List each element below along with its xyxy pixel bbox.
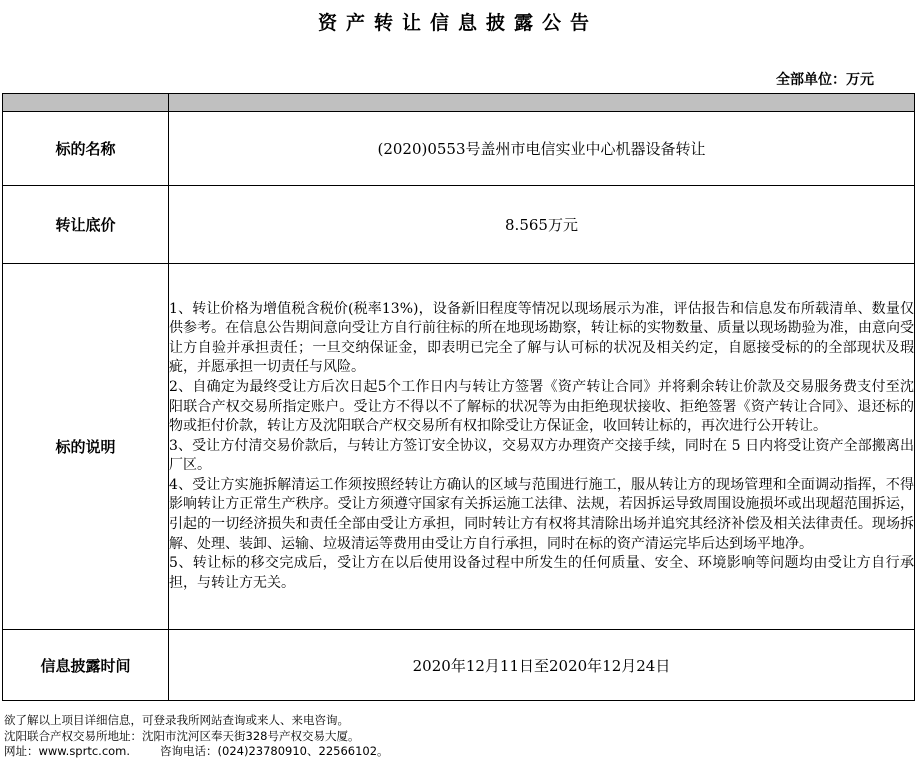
table-header-row: [3, 94, 915, 112]
footer-inquiry-note: 欲了解以上项目详细信息，可登录我所网站查询或来人、来电咨询。: [4, 713, 349, 727]
description-paragraph: 5、转让标的移交完成后，受让方在以后使用设备过程中所发生的任何质量、安全、环境影响等问题均由受让方自行承担，与转让方无关。: [169, 555, 914, 591]
description-paragraph: 2、自确定为最终受让方后次日起5个工作日内与转让方签署《资产转让合同》并将剩余转让价款及交易服务费支付至沈阳联合产权交易所指定账户。受让方不得以不了解标的状况等为由拒绝现状接收、拒绝签署《资产转让合同》、退还标的物或拒付价款，转让方及沈阳联合产权交易所有权扣除受让方保证金，收回转让标的，再次进行公开转让。: [169, 378, 914, 435]
header-cell: [3, 94, 169, 112]
subject-name-label: 标的名称: [3, 112, 169, 186]
base-price-value: 8.565万元: [169, 186, 915, 264]
footer-phone: 咨询电话：(024)23780910、22566102。: [160, 744, 389, 758]
disclosure-time-value: 2020年12月11日至2020年12月24日: [169, 630, 915, 701]
table-row: [3, 186, 915, 264]
base-price-label: 转让底价: [3, 186, 169, 264]
subject-name-value: (2020)0553号盖州市电信实业中心机器设备转让: [169, 112, 915, 186]
disclosure-time-label: 信息披露时间: [3, 630, 169, 701]
footer-address: 沈阳联合产权交易所地址：沈阳市沈河区奉天街328号产权交易大厦。: [4, 728, 360, 743]
announcement-table: [2, 93, 915, 701]
description-paragraph: 1、转让价格为增值税含税价(税率13%)，设备新旧程度等情况以现场展示为准，评估报告和信息发布所载清单、数量仅供参考。在信息公告期间意向受让方自行前往标的所在地现场勘察，转让标的实物数量、质量以现场勘验为准，由意向受让方自验并承担责任；一旦交纳保证金，即表明已完全了解与认可标的状况及相关约定，自愿接受标的的全部现状及瑕疵，并愿承担一切责任与风险。: [169, 300, 914, 376]
footer: [4, 713, 914, 760]
table-row: [3, 112, 915, 186]
page-title: 资产转让信息披露公告: [317, 12, 598, 34]
table-row: [3, 630, 915, 701]
description-paragraph: 3、受让方付清交易价款后，与转让方签订安全协议，交易双方办理资产交接手续，同时在 5 日内将受让资产全部搬离出厂区。: [169, 437, 914, 474]
header-cell: [169, 94, 915, 112]
unit-note: 全部单位：万元: [776, 72, 874, 88]
table-row: [3, 264, 915, 630]
footer-website[interactable]: 网址：www.sprtc.com.: [4, 744, 131, 758]
subject-description: [169, 264, 915, 630]
description-paragraph: 4、受让方实施拆解清运工作须按照经转让方确认的区域与范围进行施工，服从转让方的现场管理和全面调动指挥，不得影响转让方正常生产秩序。受让方须遵守国家有关拆运施工法律、法规，若因拆运导致周围设施损坏或出现超范围拆运，引起的一切经济损失和责任全部由受让方承担，同时转让方有权将其清除出场并追究其经济补偿及相关法律责任。现场拆解、处理、装卸、运输、垃圾清运等费用由受让方自行承担，同时在标的资产清运完毕后达到场平地净。: [169, 476, 914, 552]
subject-description-label: 标的说明: [3, 264, 169, 630]
footer-contact: [4, 744, 914, 760]
